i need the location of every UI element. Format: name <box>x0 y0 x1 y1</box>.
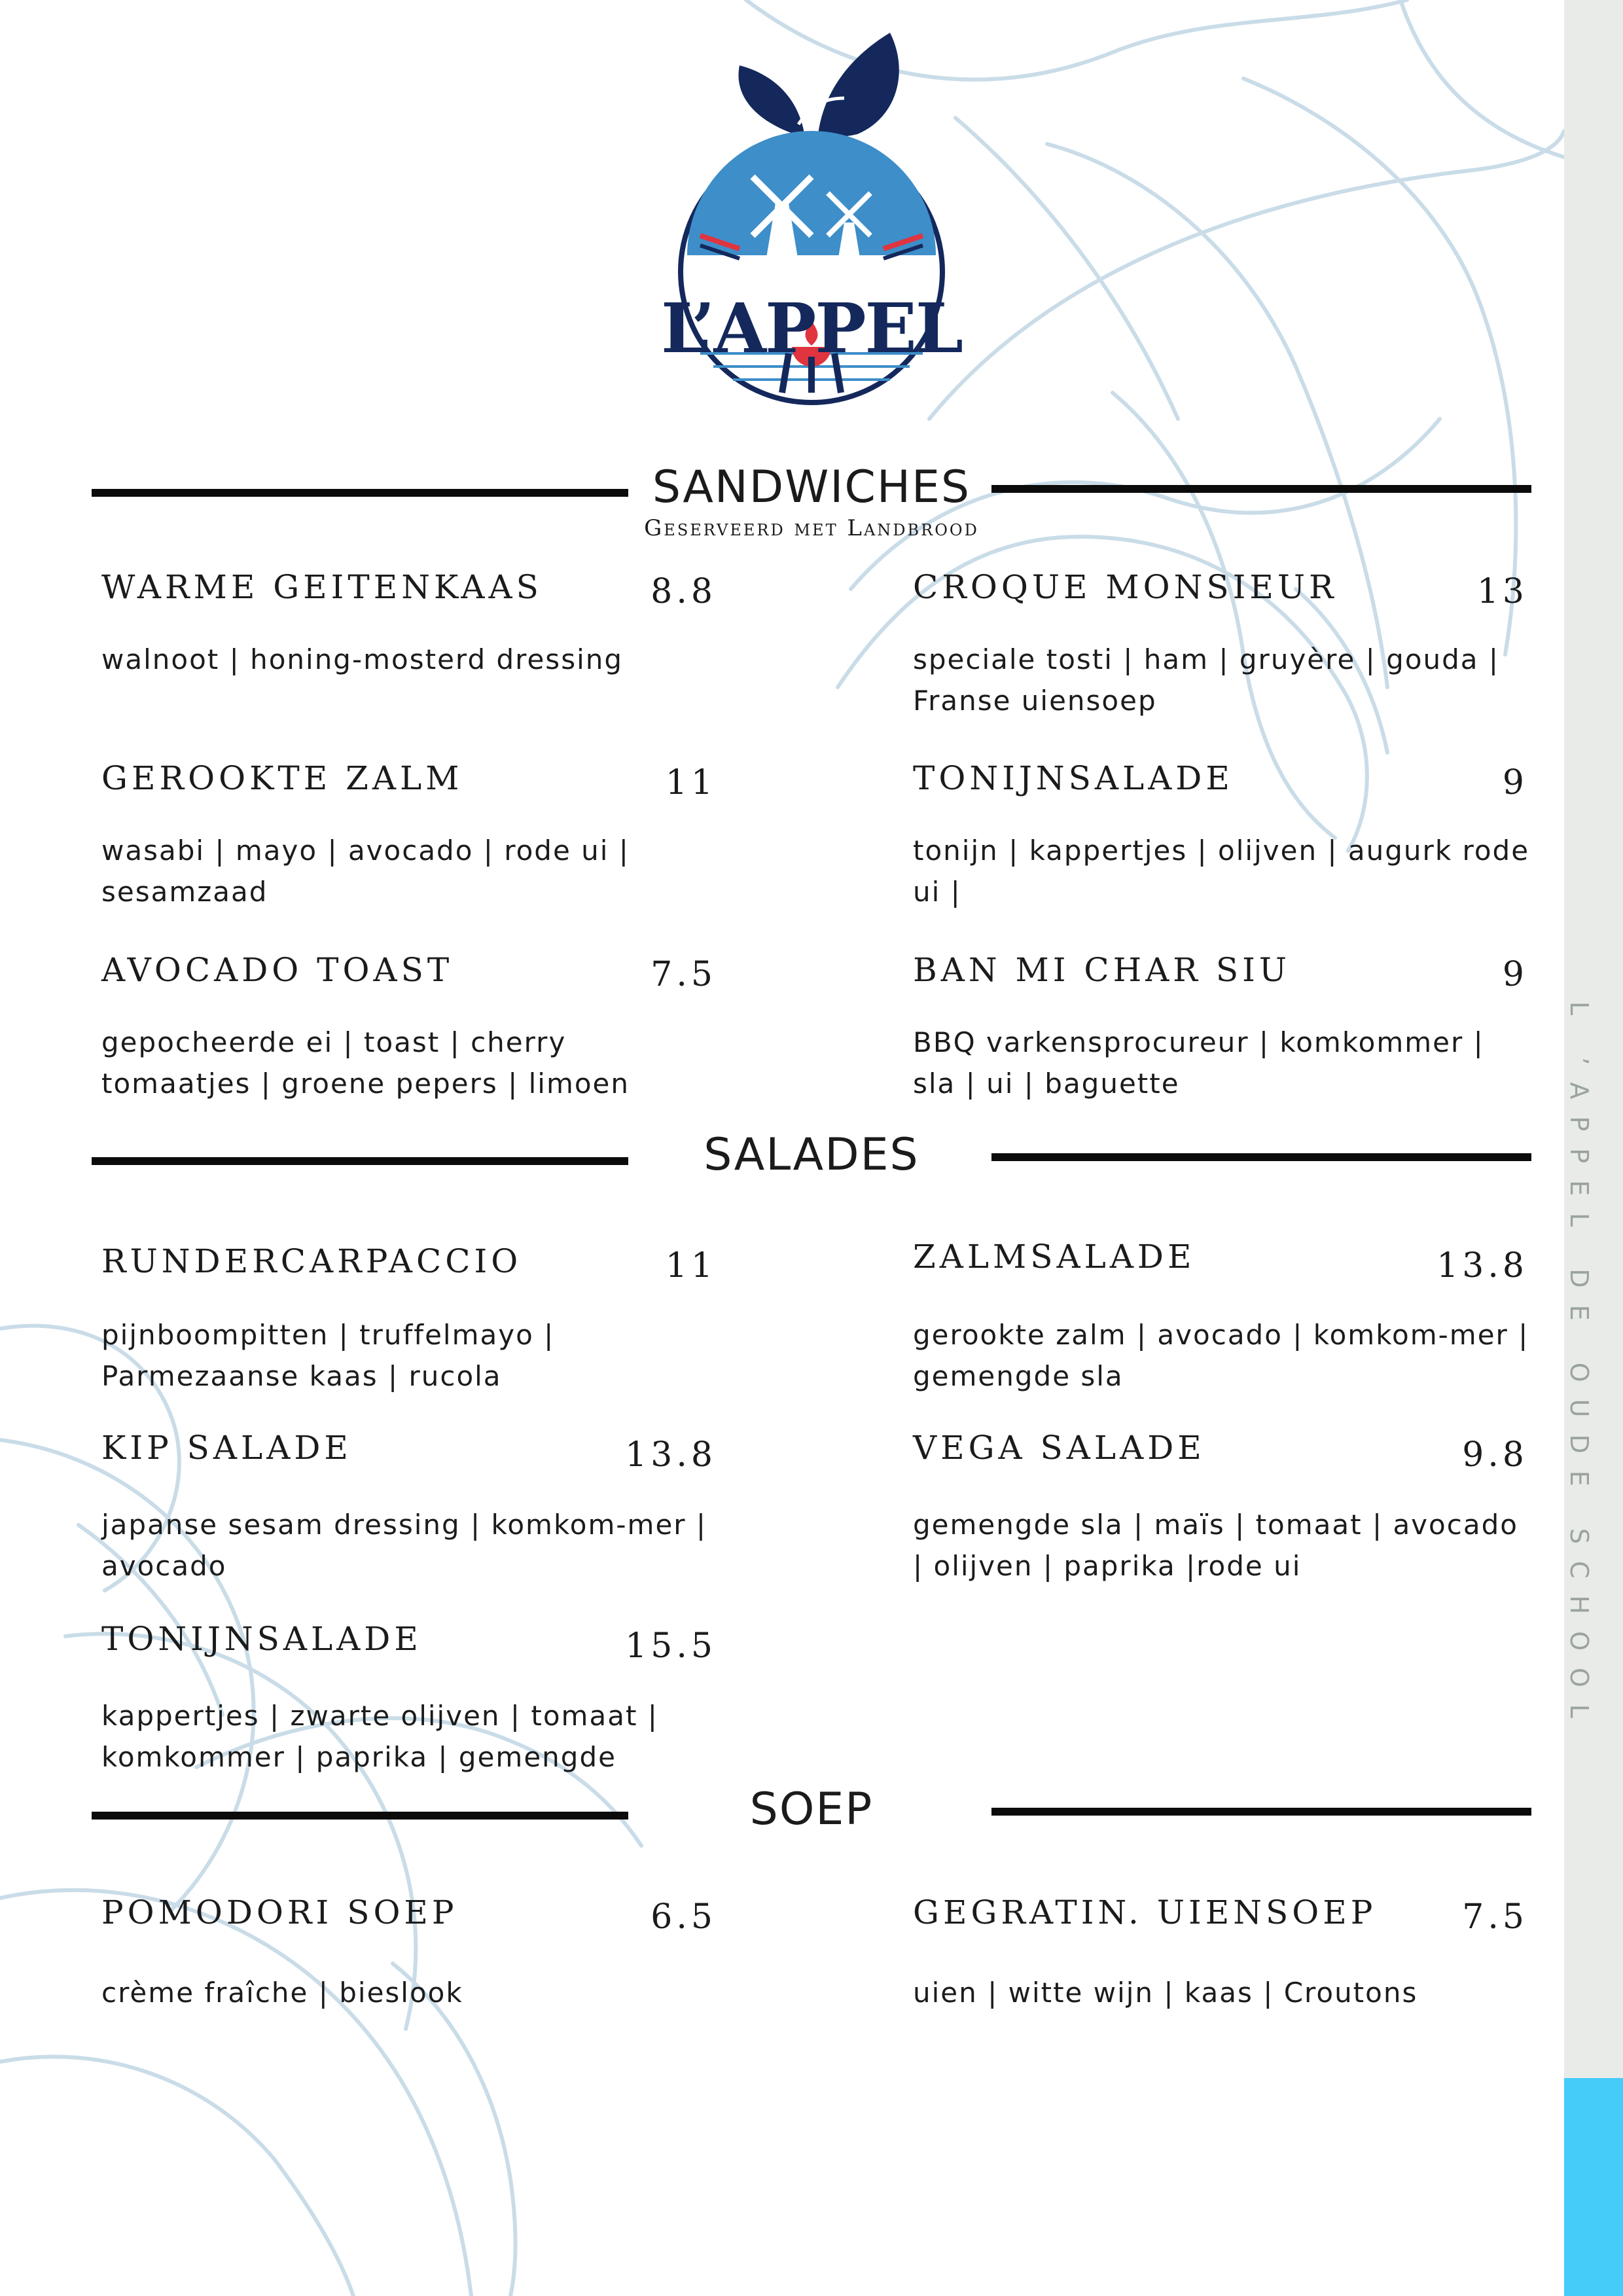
item-price: 13 <box>1476 572 1528 611</box>
item-name: VEGA SALADE <box>913 1429 1205 1467</box>
item-description: kappertjes | zwarte olijven | tomaat | komkommer | paprika | gemengde <box>101 1700 658 1773</box>
item-name: AVOCADO TOAST <box>101 951 454 989</box>
section-title-soep: SOEP <box>749 1784 874 1835</box>
item-price: 13.8 <box>1436 1246 1528 1285</box>
section-title-sandwiches: SANDWICHES <box>652 461 971 513</box>
item-description: speciale tosti | ham | gruyère | gouda | Franse uiensoep <box>913 643 1500 717</box>
item-description: BBQ varkensprocureur | komkommer | sla | ui | baguette <box>913 1026 1484 1100</box>
item-price: 7.5 <box>1462 1897 1528 1937</box>
item-price: 9 <box>1502 955 1528 994</box>
item-name: GEGRATIN. UIENSOEP <box>913 1893 1377 1931</box>
item-name: CROQUE MONSIEUR <box>913 568 1338 606</box>
item-name: GEROOKTE ZALM <box>101 759 463 797</box>
item-price: 7.5 <box>651 955 717 994</box>
item-description: japanse sesam dressing | komkom-mer | avocado <box>101 1509 707 1582</box>
item-name: TONIJNSALADE <box>913 759 1234 797</box>
item-description: gerookte zalm | avocado | komkom-mer | gemengde sla <box>913 1319 1529 1392</box>
item-description: wasabi | mayo | avocado | rode ui | sesamzaad <box>101 834 630 908</box>
item-price: 8.8 <box>651 572 717 611</box>
section-subtitle-sandwiches: Geserveerd met Landbrood <box>644 515 979 541</box>
item-description: tonijn | kappertjes | olijven | augurk rode ui | <box>913 834 1530 908</box>
item-description: gemengde sla | maïs | tomaat | avocado | olijven | paprika |rode ui <box>913 1509 1518 1582</box>
section-title-salades: SALADES <box>704 1129 919 1181</box>
item-price: 11 <box>665 1246 717 1285</box>
item-description: pijnboompitten | truffelmayo | Parmezaanse kaas | rucola <box>101 1319 555 1392</box>
item-description: crème fraîche | bieslook <box>101 1977 463 2009</box>
logo <box>661 26 962 412</box>
item-price: 13.8 <box>625 1435 717 1475</box>
item-description: gepocheerde ei | toast | cherry tomaatjes | groene pepers | limoen <box>101 1026 630 1100</box>
item-description: uien | witte wijn | kaas | Croutons <box>913 1977 1418 2009</box>
side-accent-bar <box>1564 2078 1623 2296</box>
item-name: POMODORI SOEP <box>101 1893 458 1931</box>
item-name: WARME GEITENKAAS <box>101 568 543 606</box>
item-description: walnoot | honing-mosterd dressing <box>101 643 624 675</box>
item-name: ZALMSALADE <box>913 1238 1196 1276</box>
item-price: 9 <box>1502 763 1528 802</box>
item-price: 9.8 <box>1462 1435 1528 1475</box>
item-price: 15.5 <box>625 1626 717 1666</box>
logo-wordmark: L’APPEL <box>661 288 962 368</box>
item-price: 6.5 <box>651 1897 717 1937</box>
item-name: RUNDERCARPACCIO <box>101 1242 522 1280</box>
item-name: TONIJNSALADE <box>101 1620 422 1658</box>
side-label: L ’APPEL DE OUDE SCHOOL <box>1565 1001 1594 1736</box>
item-name: KIP SALADE <box>101 1429 352 1467</box>
item-price: 11 <box>665 763 717 802</box>
item-name: BAN MI CHAR SIU <box>913 951 1291 989</box>
